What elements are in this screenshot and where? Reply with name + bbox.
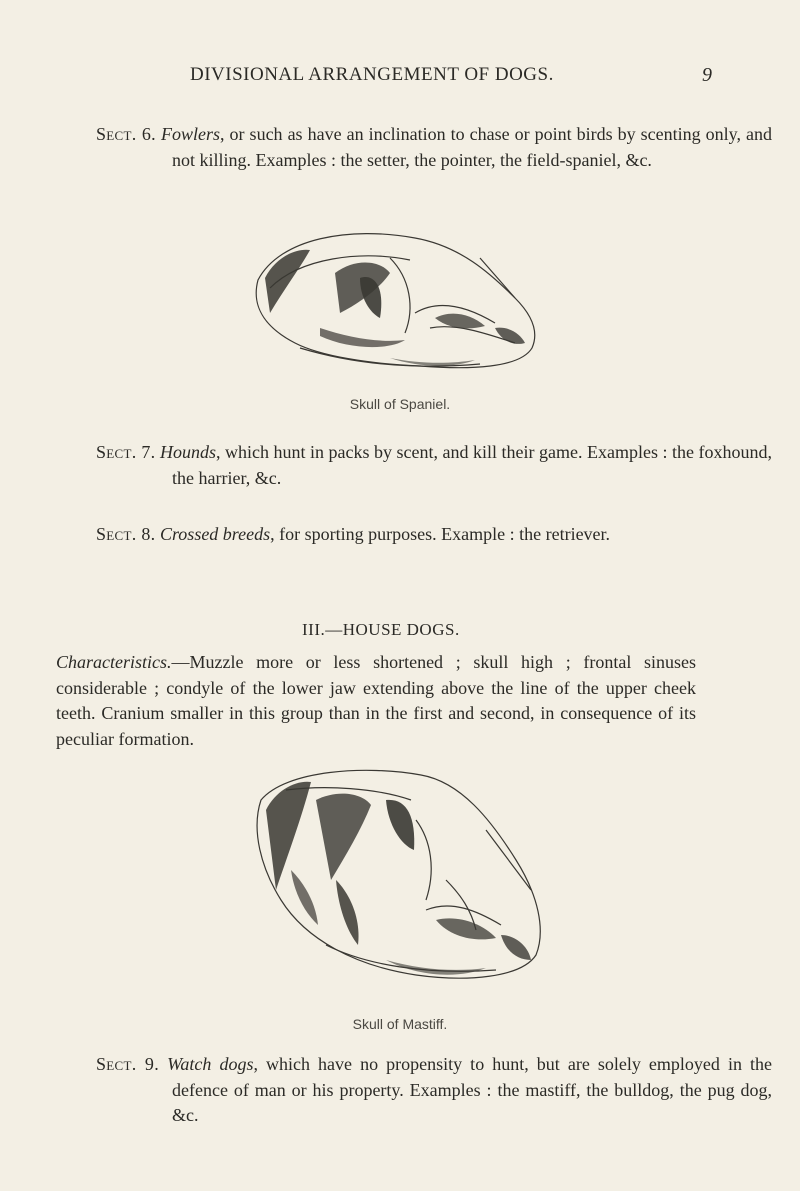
mastiff-skull-illustration — [246, 760, 556, 990]
characteristics-label: Characteristics. — [56, 652, 172, 672]
section-6-paragraph — [96, 122, 772, 173]
section-6-text: , or such as have an inclination to chase or point birds by scenting only, and not killing. Examples : the setter, the pointer, the field-spaniel, &c. — [172, 124, 773, 170]
section-8-term: Crossed breeds — [159, 524, 271, 544]
house-dogs-heading: III.—HOUSE DOGS. — [302, 620, 460, 639]
section-8-label: Sect. 8. — [96, 524, 156, 544]
characteristics-paragraph — [56, 650, 696, 752]
section-8-text: , for sporting purposes. Example : the retriever. — [270, 524, 611, 544]
section-9-label: Sect. 9. — [96, 1054, 160, 1074]
section-6-term: Fowlers — [161, 124, 221, 144]
section-9-term: Watch dogs — [167, 1054, 254, 1074]
characteristics-text: —Muzzle more or less shortened ; skull high ; frontal sinuses considerable ; condyle of the lower jaw extending above the line of the upper cheek teeth. Cranium smaller in this group than in the first and second, in consequence of its peculiar formation. — [56, 652, 696, 749]
page-number: 9 — [702, 64, 712, 86]
section-8-paragraph — [96, 522, 772, 548]
spaniel-skull-illustration — [240, 218, 560, 378]
section-7-paragraph — [96, 440, 772, 491]
section-9-text: , which have no propensity to hunt, but are solely employed in the defence of man or his property. Examples : the mastiff, the bulldog, the pug dog, &c. — [172, 1054, 772, 1125]
section-6-label: Sect. 6. — [96, 124, 156, 144]
section-7-label: Sect. 7. — [96, 442, 156, 462]
section-7-term: Hounds — [160, 442, 217, 462]
section-9-paragraph — [96, 1052, 772, 1129]
running-head: DIVISIONAL ARRANGEMENT OF DOGS. — [190, 64, 554, 85]
section-7-text: , which hunt in packs by scent, and kill their game. Examples : the foxhound, the harrier, &c. — [172, 442, 773, 488]
mastiff-caption: Skull of Mastiff. — [352, 1016, 448, 1032]
spaniel-caption: Skull of Spaniel. — [349, 396, 451, 412]
